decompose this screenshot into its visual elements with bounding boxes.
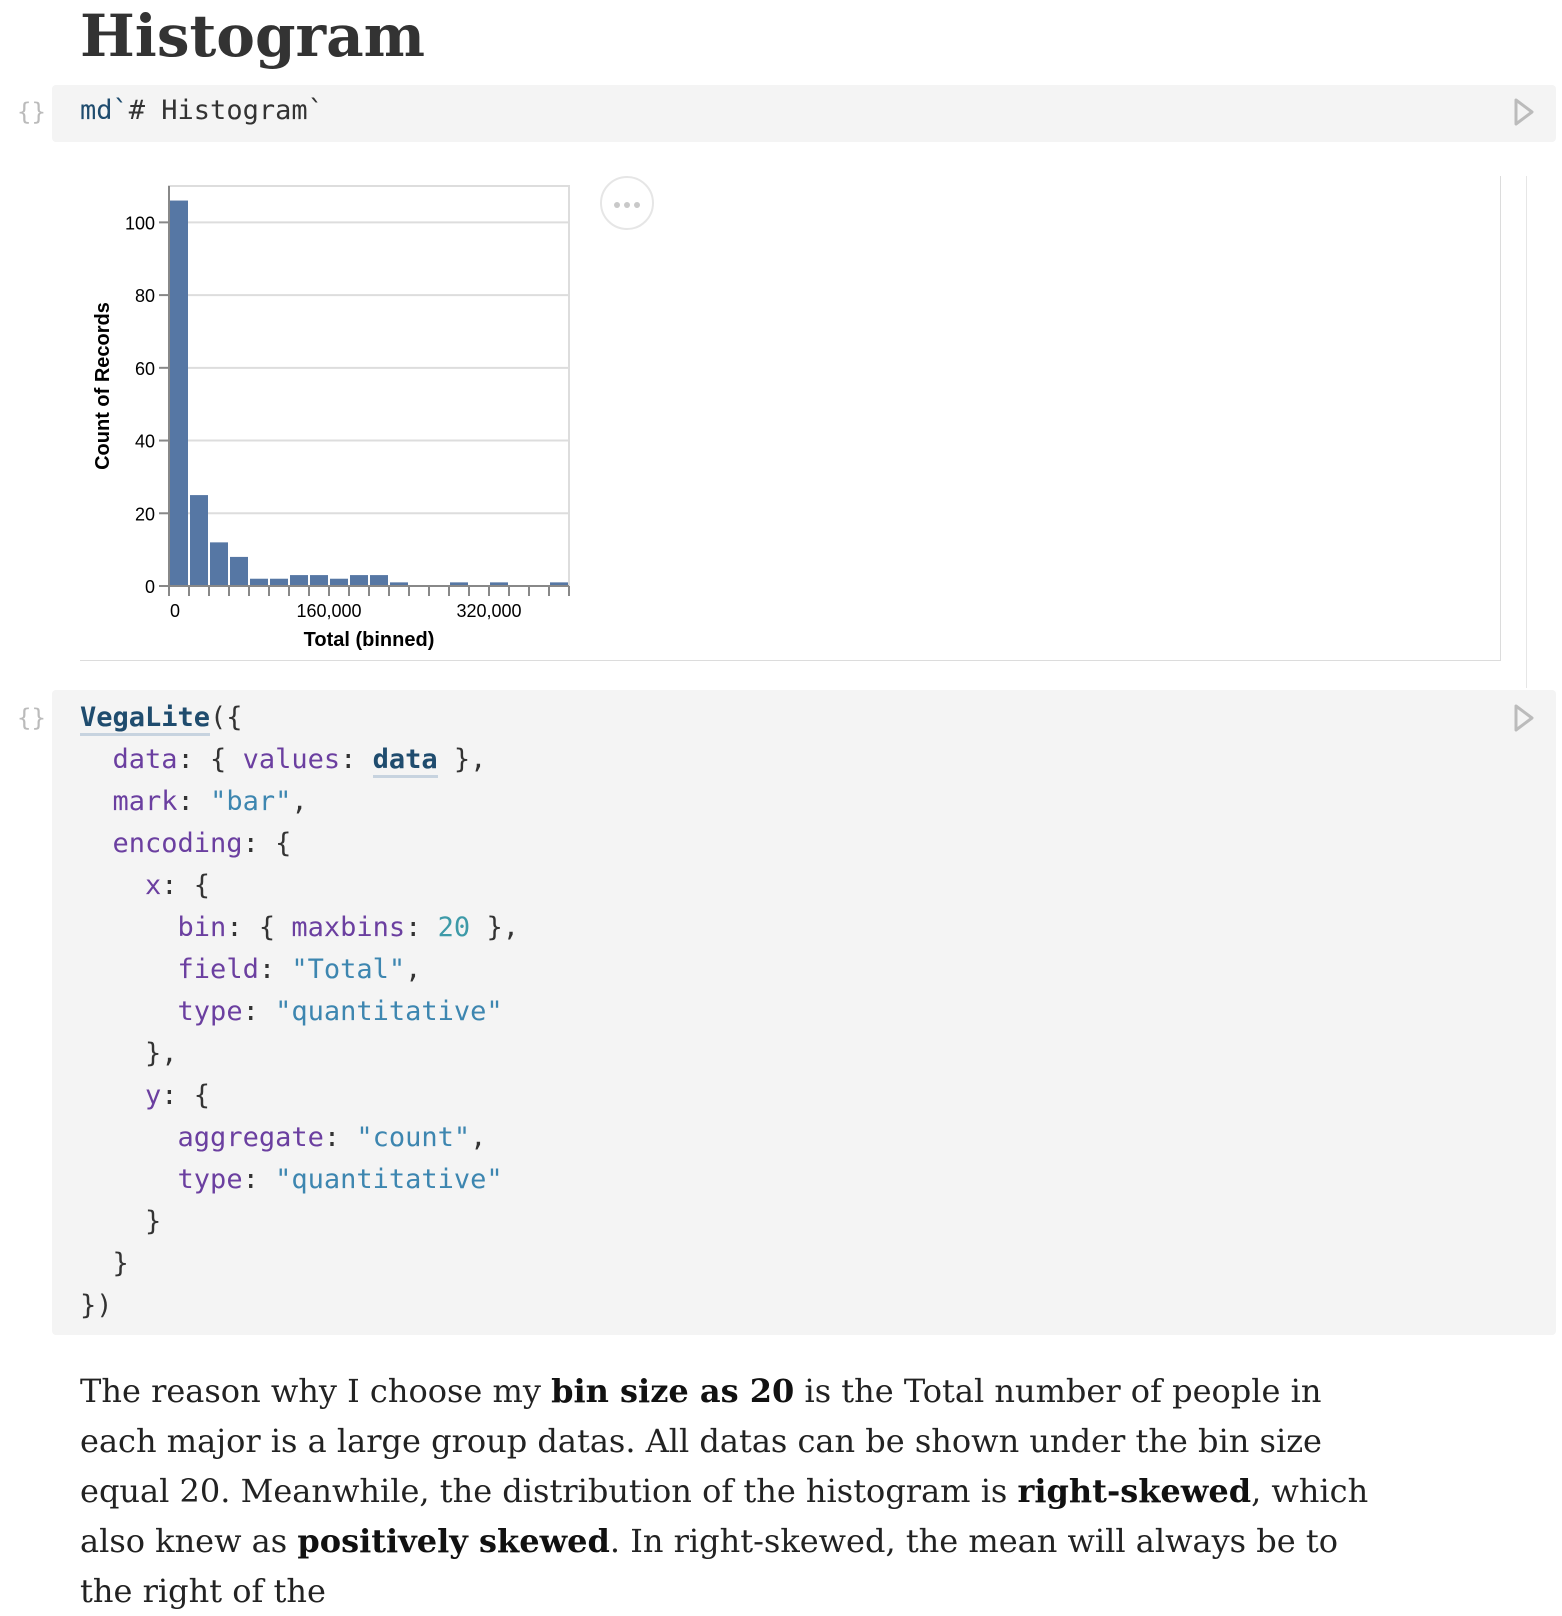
key: type xyxy=(177,996,243,1027)
prose-bold: right-skewed xyxy=(1017,1472,1252,1510)
key: maxbins xyxy=(291,912,406,943)
code-line: x: { xyxy=(145,870,211,901)
key: data xyxy=(112,744,178,775)
prose-text: is the Total number of people in each major is a large group datas. All datas can be shown under the bin size equal 20. Meanwhile, the distribution of the histogram is xyxy=(80,1372,1322,1510)
y-tick-label: 100 xyxy=(124,213,155,234)
play-icon xyxy=(1512,703,1536,733)
code-line: bin: { maxbins: 20 }, xyxy=(177,912,519,943)
y-axis-title: Count of Records xyxy=(92,302,114,470)
plot-frame xyxy=(169,186,569,586)
histogram-bar xyxy=(210,542,228,586)
histogram-chart xyxy=(80,176,580,656)
code-line: } xyxy=(80,1248,129,1279)
string: "quantitative" xyxy=(275,1164,503,1195)
code-line: field: "Total", xyxy=(177,954,422,985)
bars-group xyxy=(170,201,568,586)
cell-toggle-braces-icon[interactable] xyxy=(17,705,47,731)
histogram-bar xyxy=(350,575,368,586)
code-line: aggregate: "count", xyxy=(177,1122,487,1153)
prose-text: The reason why I choose my xyxy=(80,1372,552,1410)
y-tick-label: 40 xyxy=(134,431,155,452)
key: bin xyxy=(177,912,227,943)
number: 20 xyxy=(437,912,471,943)
code-line xyxy=(80,697,243,739)
histogram-bar xyxy=(370,575,388,586)
x-tick-label: 160,000 xyxy=(296,601,362,621)
string: "bar" xyxy=(210,786,292,817)
svg-text:{}: {} xyxy=(17,99,46,125)
cell-output-edge xyxy=(1526,176,1527,688)
punct: }) xyxy=(80,1290,113,1321)
histogram-bar xyxy=(310,575,328,586)
histogram-bar xyxy=(270,579,288,586)
code-line: encoding: { xyxy=(112,828,292,859)
ellipsis-dot xyxy=(634,202,640,208)
prose-bold: positively skewed xyxy=(297,1522,610,1560)
data-ref-link[interactable]: data xyxy=(373,744,438,778)
code-line: type: "quantitative" xyxy=(177,1164,503,1195)
page-title: Histogram xyxy=(80,2,426,70)
key: mark xyxy=(112,786,178,817)
punct: ({ xyxy=(210,702,243,733)
code-line: mark: "bar", xyxy=(112,786,308,817)
histogram-bar xyxy=(290,575,308,586)
string: "Total" xyxy=(291,954,406,985)
key: values xyxy=(242,744,341,775)
code-line: } xyxy=(80,1206,162,1237)
y-tick-label: 20 xyxy=(134,504,155,525)
prose-text: . In right-skewed, the mean will always be to the right of the xyxy=(80,1522,1338,1610)
run-cell-button[interactable] xyxy=(1512,97,1536,127)
string: "count" xyxy=(356,1122,471,1153)
string: "quantitative" xyxy=(275,996,503,1027)
prose-bold: bin size as 20 xyxy=(551,1372,795,1410)
code-line: y: { xyxy=(145,1080,211,1111)
md-tag: md` xyxy=(80,95,129,126)
key: x xyxy=(145,870,162,901)
md-body: # Histogram` xyxy=(128,95,324,126)
key: y xyxy=(145,1080,162,1111)
key: aggregate xyxy=(177,1122,324,1153)
y-tick-label: 0 xyxy=(144,577,155,597)
histogram-bar xyxy=(190,495,208,586)
y-tick-label: 80 xyxy=(134,286,155,307)
code-line: data: { values: data }, xyxy=(80,739,486,781)
explanation-paragraph xyxy=(80,1366,1380,1616)
run-cell-button[interactable] xyxy=(1512,703,1536,733)
histogram-bar xyxy=(250,579,268,586)
key: field xyxy=(177,954,259,985)
code-line: }, xyxy=(80,1038,178,1069)
key: type xyxy=(177,1164,243,1195)
x-axis-title: Total (binned) xyxy=(303,629,435,651)
ellipsis-dot xyxy=(624,202,630,208)
code-line xyxy=(80,90,324,132)
svg-text:{}: {} xyxy=(17,705,46,731)
x-tick-label: 320,000 xyxy=(456,601,522,621)
x-tick-label: 0 xyxy=(169,601,181,621)
key: encoding xyxy=(112,828,243,859)
histogram-bar xyxy=(170,201,188,586)
more-options-button[interactable] xyxy=(600,176,654,230)
histogram-bar xyxy=(330,579,348,586)
cell-toggle-braces-icon[interactable] xyxy=(17,99,47,125)
y-axis xyxy=(125,186,169,597)
code-line: type: "quantitative" xyxy=(177,996,503,1027)
chart-grid xyxy=(169,222,569,586)
play-icon xyxy=(1512,97,1536,127)
vegalite-fn-link[interactable]: VegaLite xyxy=(80,702,210,736)
x-axis xyxy=(169,586,569,621)
ellipsis-dot xyxy=(614,202,620,208)
code-line xyxy=(80,1285,113,1327)
prose-text: , which also knew as xyxy=(80,1472,1369,1560)
histogram-bar xyxy=(230,557,248,586)
y-tick-label: 60 xyxy=(134,358,155,379)
